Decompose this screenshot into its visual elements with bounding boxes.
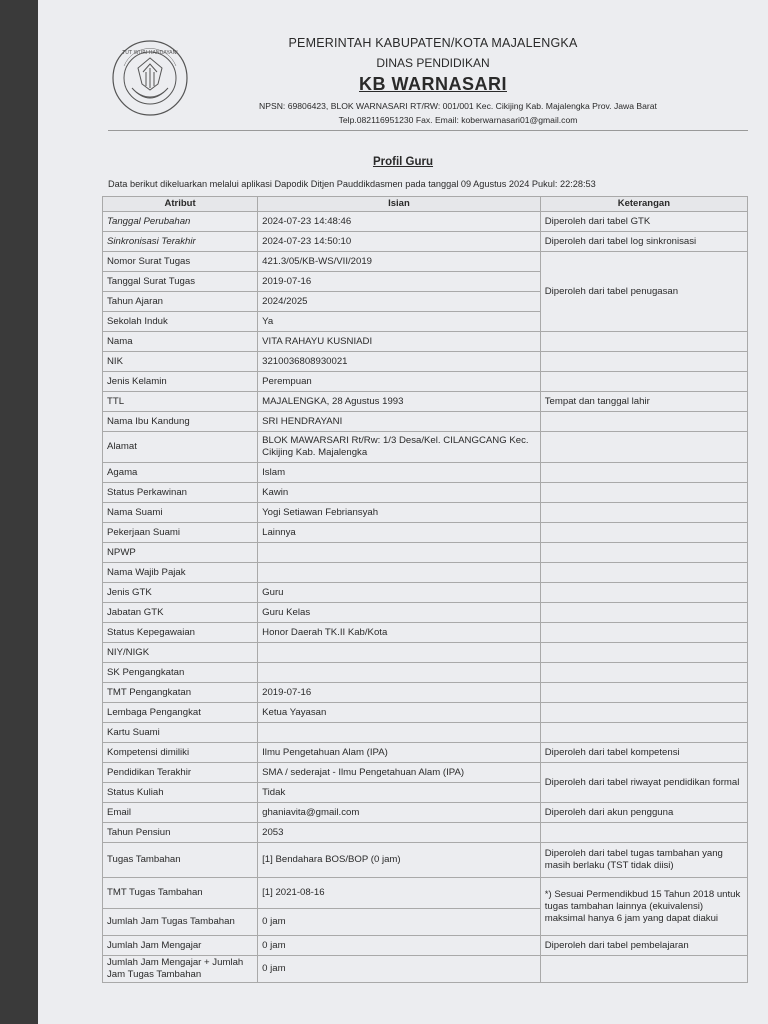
attr-cell: Sinkronisasi Terakhir <box>103 232 258 252</box>
table-row <box>103 643 748 663</box>
table-row <box>103 412 748 432</box>
table-row <box>103 703 748 723</box>
attr-cell: Kompetensi dimiliki <box>103 743 258 763</box>
attr-cell: Tahun Ajaran <box>103 292 258 312</box>
attr-cell: SK Pengangkatan <box>103 663 258 683</box>
value-cell: VITA RAHAYU KUSNIADI <box>258 332 541 352</box>
attr-cell: Tanggal Surat Tugas <box>103 272 258 292</box>
attr-cell: Email <box>103 803 258 823</box>
value-cell: BLOK MAWARSARI Rt/Rw: 1/3 Desa/Kel. CILANGCANG Kec. Cikijing Kab. Majalengka <box>258 432 541 463</box>
note-cell <box>540 956 747 983</box>
value-cell: 2024/2025 <box>258 292 541 312</box>
value-cell: 2019-07-16 <box>258 683 541 703</box>
value-cell <box>258 543 541 563</box>
value-cell: SRI HENDRAYANI <box>258 412 541 432</box>
attr-cell: Tahun Pensiun <box>103 823 258 843</box>
value-cell: 0 jam <box>258 909 541 936</box>
attr-cell: Nama Suami <box>103 503 258 523</box>
attr-cell: TTL <box>103 392 258 412</box>
profile-table <box>102 196 748 983</box>
table-row <box>103 372 748 392</box>
note-cell <box>540 583 747 603</box>
table-row <box>103 743 748 763</box>
intro-text: Data berikut dikeluarkan melalui aplikasi Dapodik Ditjen Pauddikdasmen pada tanggal 09 Agustus 2024 Pukul: 22:28:53 <box>108 179 596 189</box>
table-row <box>103 683 748 703</box>
header-government: PEMERINTAH KABUPATEN/KOTA MAJALENGKA <box>288 36 578 50</box>
attr-cell: Jumlah Jam Mengajar <box>103 936 258 956</box>
table-row <box>103 463 748 483</box>
attr-cell: Alamat <box>103 432 258 463</box>
note-cell <box>540 623 747 643</box>
value-cell: 3210036808930021 <box>258 352 541 372</box>
attr-cell: Jumlah Jam Mengajar + Jumlah Jam Tugas Tambahan <box>103 956 258 983</box>
note-cell <box>540 723 747 743</box>
note-cell: Diperoleh dari tabel riwayat pendidikan formal <box>540 763 747 803</box>
note-cell <box>540 563 747 583</box>
note-cell <box>540 412 747 432</box>
note-cell <box>540 603 747 623</box>
note-cell <box>540 643 747 663</box>
note-cell: Diperoleh dari tabel GTK <box>540 212 747 232</box>
value-cell <box>258 723 541 743</box>
value-cell: Ketua Yayasan <box>258 703 541 723</box>
attr-cell: TMT Tugas Tambahan <box>103 878 258 909</box>
attr-cell: Nama Wajib Pajak <box>103 563 258 583</box>
attr-cell: Status Perkawinan <box>103 483 258 503</box>
value-cell: Guru <box>258 583 541 603</box>
table-row <box>103 332 748 352</box>
value-cell: Guru Kelas <box>258 603 541 623</box>
note-cell <box>540 483 747 503</box>
attr-cell: Kartu Suami <box>103 723 258 743</box>
value-cell: 2019-07-16 <box>258 272 541 292</box>
column-header: Isian <box>258 197 541 212</box>
attr-cell: Jabatan GTK <box>103 603 258 623</box>
table-row <box>103 543 748 563</box>
table-row <box>103 392 748 412</box>
note-cell: Diperoleh dari tabel penugasan <box>540 252 747 332</box>
attr-cell: TMT Pengangkatan <box>103 683 258 703</box>
table-row <box>103 843 748 878</box>
value-cell: ghaniavita@gmail.com <box>258 803 541 823</box>
attr-cell: Lembaga Pengangkat <box>103 703 258 723</box>
attr-cell: Jenis Kelamin <box>103 372 258 392</box>
table-row <box>103 523 748 543</box>
note-cell <box>540 432 747 463</box>
column-header: Atribut <box>103 197 258 212</box>
table-row <box>103 432 748 463</box>
value-cell: SMA / sederajat - Ilmu Pengetahuan Alam (IPA) <box>258 763 541 783</box>
attr-cell: Jumlah Jam Tugas Tambahan <box>103 909 258 936</box>
value-cell: 421.3/05/KB-WS/VII/2019 <box>258 252 541 272</box>
value-cell <box>258 663 541 683</box>
attr-cell: Tanggal Perubahan <box>103 212 258 232</box>
value-cell <box>258 643 541 663</box>
table-row <box>103 583 748 603</box>
table-row <box>103 352 748 372</box>
value-cell: Tidak <box>258 783 541 803</box>
header-department: DINAS PENDIDIKAN <box>376 56 490 70</box>
attr-cell: Pendidikan Terakhir <box>103 763 258 783</box>
note-cell: *) Sesuai Permendikbud 15 Tahun 2018 untuk tugas tambahan lainnya (ekuivalensi) maksimal hanya 6 jam yang dapat diakui <box>540 878 747 936</box>
note-cell: Diperoleh dari tabel pembelajaran <box>540 936 747 956</box>
column-header: Keterangan <box>540 197 747 212</box>
table-row <box>103 232 748 252</box>
value-cell: Perempuan <box>258 372 541 392</box>
table-row <box>103 956 748 983</box>
table-row <box>103 603 748 623</box>
attr-cell: NIK <box>103 352 258 372</box>
table-row <box>103 723 748 743</box>
table-row <box>103 763 748 783</box>
table-row <box>103 252 748 272</box>
value-cell: 2053 <box>258 823 541 843</box>
note-cell <box>540 352 747 372</box>
table-row <box>103 503 748 523</box>
attr-cell: Nama Ibu Kandung <box>103 412 258 432</box>
value-cell: Honor Daerah TK.II Kab/Kota <box>258 623 541 643</box>
note-cell <box>540 823 747 843</box>
attr-cell: Status Kepegawaian <box>103 623 258 643</box>
note-cell: Tempat dan tanggal lahir <box>540 392 747 412</box>
value-cell <box>258 563 541 583</box>
note-cell <box>540 703 747 723</box>
table-row <box>103 936 748 956</box>
note-cell <box>540 523 747 543</box>
value-cell: Lainnya <box>258 523 541 543</box>
letterhead <box>38 30 768 140</box>
header-address: NPSN: 69806423, BLOK WARNASARI RT/RW: 001/001 Kec. Cikijing Kab. Majalengka Prov. Jawa Barat <box>259 101 657 111</box>
note-cell <box>540 663 747 683</box>
attr-cell: Jenis GTK <box>103 583 258 603</box>
value-cell: Ya <box>258 312 541 332</box>
table-row <box>103 878 748 909</box>
attr-cell: Tugas Tambahan <box>103 843 258 878</box>
table-header-row <box>103 197 748 212</box>
document-page <box>38 0 768 1024</box>
svg-text:TUT WURI HANDAYANI: TUT WURI HANDAYANI <box>122 50 178 56</box>
attr-cell: NIY/NIGK <box>103 643 258 663</box>
value-cell: 2024-07-23 14:50:10 <box>258 232 541 252</box>
note-cell: Diperoleh dari tabel log sinkronisasi <box>540 232 747 252</box>
note-cell <box>540 543 747 563</box>
attr-cell: Agama <box>103 463 258 483</box>
value-cell: 2024-07-23 14:48:46 <box>258 212 541 232</box>
table-row <box>103 623 748 643</box>
table-row <box>103 663 748 683</box>
value-cell: Islam <box>258 463 541 483</box>
note-cell <box>540 463 747 483</box>
note-cell: Diperoleh dari tabel kompetensi <box>540 743 747 763</box>
value-cell: Ilmu Pengetahuan Alam (IPA) <box>258 743 541 763</box>
attr-cell: Sekolah Induk <box>103 312 258 332</box>
attr-cell: Status Kuliah <box>103 783 258 803</box>
table-row <box>103 823 748 843</box>
page-title: Profil Guru <box>372 156 434 168</box>
note-cell <box>540 503 747 523</box>
note-cell: Diperoleh dari akun pengguna <box>540 803 747 823</box>
note-cell <box>540 332 747 352</box>
value-cell: 0 jam <box>258 956 541 983</box>
value-cell: [1] 2021-08-16 <box>258 878 541 909</box>
table-row <box>103 803 748 823</box>
attr-cell: Nomor Surat Tugas <box>103 252 258 272</box>
table-row <box>103 212 748 232</box>
attr-cell: Nama <box>103 332 258 352</box>
value-cell: MAJALENGKA, 28 Agustus 1993 <box>258 392 541 412</box>
header-school-name: KB WARNASARI <box>359 74 507 94</box>
table-row <box>103 483 748 503</box>
table-row <box>103 563 748 583</box>
attr-cell: NPWP <box>103 543 258 563</box>
value-cell: Kawin <box>258 483 541 503</box>
value-cell: 0 jam <box>258 936 541 956</box>
note-cell <box>540 372 747 392</box>
value-cell: [1] Bendahara BOS/BOP (0 jam) <box>258 843 541 878</box>
note-cell <box>540 683 747 703</box>
header-contact: Telp.082116951230 Fax. Email: koberwarnasari01@gmail.com <box>338 115 578 125</box>
header-divider <box>108 130 748 131</box>
attr-cell: Pekerjaan Suami <box>103 523 258 543</box>
note-cell: Diperoleh dari tabel tugas tambahan yang masih berlaku (TST tidak diisi) <box>540 843 747 878</box>
value-cell: Yogi Setiawan Febriansyah <box>258 503 541 523</box>
